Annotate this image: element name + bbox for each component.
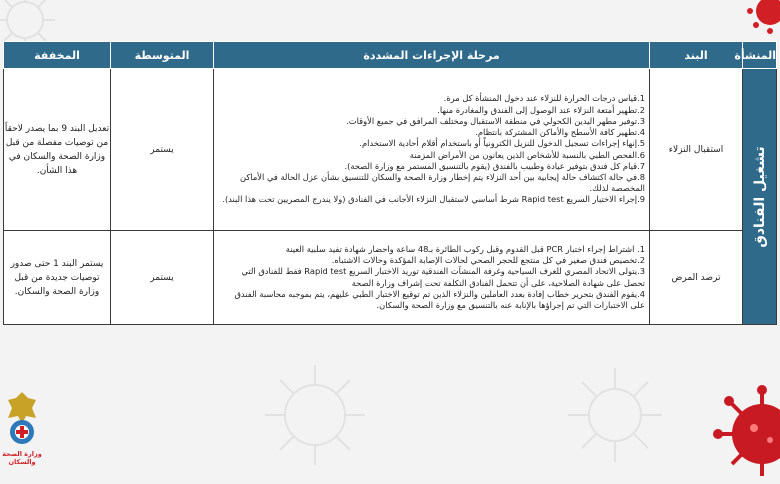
step-item: 2.تخصيص فندق صغير في كل منتجع للحجر الصحي لحالات الإصابة المؤكدة وحالات الاشتباه. <box>331 255 645 266</box>
step-item: 5.إنهاء إجراءات تسجيل الدخول للنزيل الكترونياً أو باستخدام أقلام أحادية الاستخدام. <box>359 138 645 149</box>
item-cell: استقبال النزلاء <box>650 69 743 231</box>
step-item: 1. اشتراط إجراء اختبار PCR قبل القدوم وقبل ركوب الطائرة بـ48 ساعة واحضار شهادة تفيد سلبية العينة <box>285 243 645 254</box>
step-item: 4.يقوم الفندق بتحرير خطاب إفادة بعدد العاملين والنزلاء الذين تم توقيع الاختبار الطبي عليهم، يتم بموجبه محاسبة الفندق على الاختبارات التي تم إجراؤها بالإنابة عنه بالتنسيق مع وزارة الصحة والسكان. <box>234 288 645 310</box>
table-row <box>4 231 777 325</box>
step-item: 3.توفير مطهر اليدين الكحولي في منطقة الاستقبال ومختلف المرافق في جميع الأوقات. <box>346 115 645 126</box>
medium-cell: يستمر <box>111 231 214 325</box>
step-item: 8.في حالة اكتشاف حالة إيجابية بين أحد النزلاء يتم إخطار وزارة الصحة والسكان للتنسيق بشأن عزل الحالة في الأماكن المخصصة لذلك. <box>240 171 645 194</box>
strict-steps-cell <box>214 231 650 325</box>
header-medium-phase: المتوسطة <box>111 42 214 69</box>
eagle-emblem-icon <box>2 388 42 446</box>
step-item: 4.تطهير كافة الأسطح والأماكن المشتركة بانتظام. <box>475 127 645 138</box>
virus-watermark-icon <box>560 360 670 470</box>
step-item: 6.الفحص الطبي بالنسبة للأشخاص الذين يعانون من الأمراض المزمنة <box>409 149 645 160</box>
medium-cell: يستمر <box>111 69 214 231</box>
facility-cell <box>743 69 777 325</box>
steps-list <box>214 93 649 205</box>
logo-text: وزارة الصحة والسكان <box>2 450 42 466</box>
step-item: 9.إجراء الاختبار السريع Rapid test شرط أساسي لاستقبال النزلاء الأجانب في الفنادق (ولا يندرج المصريين تحت هذا البند). <box>222 194 645 205</box>
header-relaxed-phase: المخففة <box>4 42 111 69</box>
steps-list <box>214 244 649 311</box>
virus-red-icon <box>745 0 780 36</box>
ministry-logo <box>2 388 42 470</box>
header-facility: المنشأة <box>743 42 777 69</box>
virus-watermark-icon <box>255 355 375 475</box>
item-cell: ترصد المرض <box>650 231 743 325</box>
procedures-table <box>3 41 777 325</box>
step-item: 3.يتولى الاتحاد المصري للغرف السياحية وغرفة المنشآت الفندقية توريد الاختبار السريع Rapid test فقط للفنادق التي تحصل على شهادة الصلاحية، على أن تتحمل الفنادق التكلفة تحت إشراف وزارة الصحة <box>241 266 645 288</box>
strict-steps-cell <box>214 69 650 231</box>
table-header-row <box>4 42 777 69</box>
relaxed-cell: يستمر البند 1 حتى صدور توصيات جديدة من قبل وزارة الصحة والسكان. <box>4 231 111 325</box>
header-strict-phase: مرحلة الإجراءات المشددة <box>214 42 650 69</box>
step-item: 7.قيام كل فندق بتوفير عيادة وطبيب بالفندق (يقوم بالتنسيق المستمر مع وزارة الصحة). <box>344 160 645 171</box>
step-item: 1.قياس درجات الحرارة للنزلاء عند دخول المنشأة كل مرة. <box>443 93 645 104</box>
facility-label: تشغيل الفنادق <box>751 145 768 248</box>
virus-red-icon <box>712 384 780 484</box>
step-item: 2.تطهير أمتعة النزلاء عند الوصول إلى الفندق والمغادرة منها. <box>437 104 645 115</box>
table-row <box>4 69 777 231</box>
header-item: البند <box>650 42 743 69</box>
relaxed-cell: تعديل البند 9 بما يصدر لاحقاً من توصيات مفصلة من قبل وزارة الصحة والسكان في هذا الشأن. <box>4 69 111 231</box>
